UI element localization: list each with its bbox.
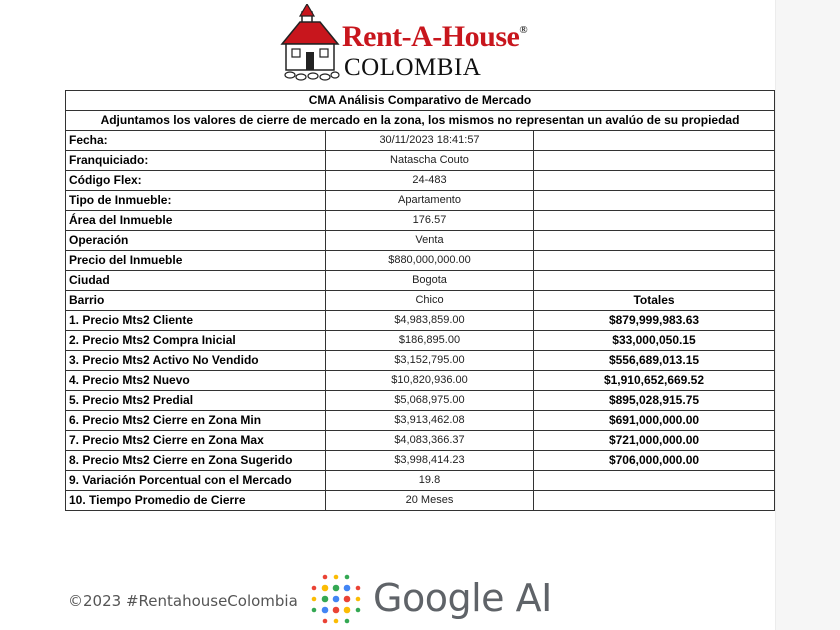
row-value: $3,152,795.00	[326, 351, 534, 371]
logo-subtitle: COLOMBIA	[344, 54, 482, 81]
google-ai-dot	[344, 607, 351, 614]
row-label: 1. Precio Mts2 Cliente	[66, 311, 326, 331]
row-total	[534, 471, 775, 491]
row-label: 10. Tiempo Promedio de Cierre	[66, 491, 326, 511]
table-row	[66, 351, 775, 371]
row-value: Chico	[326, 291, 534, 311]
row-value: 176.57	[326, 211, 534, 231]
row-value: Natascha Couto	[326, 151, 534, 171]
google-ai-dot	[356, 586, 361, 591]
google-ai-dot	[345, 619, 350, 624]
google-ai-dot	[333, 607, 340, 614]
google-ai-dot	[322, 585, 329, 592]
row-label: Código Flex:	[66, 171, 326, 191]
google-ai-dot	[356, 608, 361, 613]
table-row	[66, 211, 775, 231]
footer	[68, 570, 588, 630]
row-total: $721,000,000.00	[534, 431, 775, 451]
row-label: Operación	[66, 231, 326, 251]
row-label: 2. Precio Mts2 Compra Inicial	[66, 331, 326, 351]
google-ai-dot	[312, 586, 317, 591]
table-row	[66, 471, 775, 491]
row-value: $10,820,936.00	[326, 371, 534, 391]
google-ai-dot	[334, 575, 339, 580]
cma-table	[65, 90, 775, 511]
row-total	[534, 491, 775, 511]
row-total: $556,689,013.15	[534, 351, 775, 371]
row-value: $3,998,414.23	[326, 451, 534, 471]
row-label: 7. Precio Mts2 Cierre en Zona Max	[66, 431, 326, 451]
logo-brand-text: Rent-A-House	[342, 20, 520, 53]
row-total: $691,000,000.00	[534, 411, 775, 431]
table-row	[66, 331, 775, 351]
row-value: Apartamento	[326, 191, 534, 211]
table-row	[66, 251, 775, 271]
google-ai-dot	[333, 596, 340, 603]
row-total	[534, 151, 775, 171]
google-ai-dot	[322, 596, 329, 603]
table-row	[66, 291, 775, 311]
copyright-text: ©2023 #RentahouseColombia	[68, 592, 298, 610]
row-value: 19.8	[326, 471, 534, 491]
table-row	[66, 451, 775, 471]
google-ai-dot	[322, 607, 329, 614]
row-label: Franquiciado:	[66, 151, 326, 171]
table-row	[66, 191, 775, 211]
table-row	[66, 151, 775, 171]
row-total	[534, 271, 775, 291]
table-row	[66, 131, 775, 151]
row-label: Área del Inmueble	[66, 211, 326, 231]
row-total: $895,028,915.75	[534, 391, 775, 411]
row-label: Fecha:	[66, 131, 326, 151]
table-row	[66, 311, 775, 331]
row-value: Bogota	[326, 271, 534, 291]
google-ai-text: Google AI	[373, 576, 552, 620]
google-ai-dots-icon	[308, 572, 364, 626]
row-value: 24-483	[326, 171, 534, 191]
row-label: 9. Variación Porcentual con el Mercado	[66, 471, 326, 491]
row-label: 5. Precio Mts2 Predial	[66, 391, 326, 411]
google-ai-dot	[312, 608, 317, 613]
row-total	[534, 231, 775, 251]
google-ai-dot	[344, 596, 351, 603]
row-value: 20 Meses	[326, 491, 534, 511]
row-value: $880,000,000.00	[326, 251, 534, 271]
row-label: Precio del Inmueble	[66, 251, 326, 271]
google-ai-dot	[333, 585, 340, 592]
row-total: $706,000,000.00	[534, 451, 775, 471]
row-total: $33,000,050.15	[534, 331, 775, 351]
company-logo	[280, 4, 560, 84]
row-value: 30/11/2023 18:41:57	[326, 131, 534, 151]
row-label: 6. Precio Mts2 Cierre en Zona Min	[66, 411, 326, 431]
row-total	[534, 251, 775, 271]
row-value: $3,913,462.08	[326, 411, 534, 431]
row-label: Barrio	[66, 291, 326, 311]
table-row	[66, 431, 775, 451]
row-total	[534, 211, 775, 231]
table-row	[66, 171, 775, 191]
row-label: Tipo de Inmueble:	[66, 191, 326, 211]
row-value: $4,983,859.00	[326, 311, 534, 331]
google-ai-dot	[356, 597, 361, 602]
google-ai-dot	[344, 585, 351, 592]
logo-brand	[342, 20, 527, 54]
row-total: $879,999,983.63	[534, 311, 775, 331]
table-title: CMA Análisis Comparativo de Mercado	[66, 91, 775, 111]
table-title-row	[66, 91, 775, 111]
google-ai-dot	[312, 597, 317, 602]
table-row	[66, 231, 775, 251]
house-logo-icon	[280, 4, 342, 82]
google-ai-dot	[323, 619, 328, 624]
row-total: $1,910,652,669.52	[534, 371, 775, 391]
table-row	[66, 391, 775, 411]
row-label: Ciudad	[66, 271, 326, 291]
row-label: 8. Precio Mts2 Cierre en Zona Sugerido	[66, 451, 326, 471]
table-subtitle: Adjuntamos los valores de cierre de mercado en la zona, los mismos no representan un avalúo de su propiedad	[66, 111, 775, 131]
table-row	[66, 411, 775, 431]
row-value: $4,083,366.37	[326, 431, 534, 451]
row-total: Totales	[534, 291, 775, 311]
row-label: 3. Precio Mts2 Activo No Vendido	[66, 351, 326, 371]
google-ai-dot	[323, 575, 328, 580]
table-row	[66, 271, 775, 291]
row-label: 4. Precio Mts2 Nuevo	[66, 371, 326, 391]
google-ai-dot	[334, 619, 339, 624]
table-row	[66, 371, 775, 391]
page-margin	[775, 0, 840, 630]
row-value: $5,068,975.00	[326, 391, 534, 411]
google-ai-dot	[345, 575, 350, 580]
row-total	[534, 171, 775, 191]
registered-mark: ®	[519, 24, 528, 36]
row-total	[534, 131, 775, 151]
row-value: $186,895.00	[326, 331, 534, 351]
row-total	[534, 191, 775, 211]
row-value: Venta	[326, 231, 534, 251]
table-subtitle-row	[66, 111, 775, 131]
table-row	[66, 491, 775, 511]
